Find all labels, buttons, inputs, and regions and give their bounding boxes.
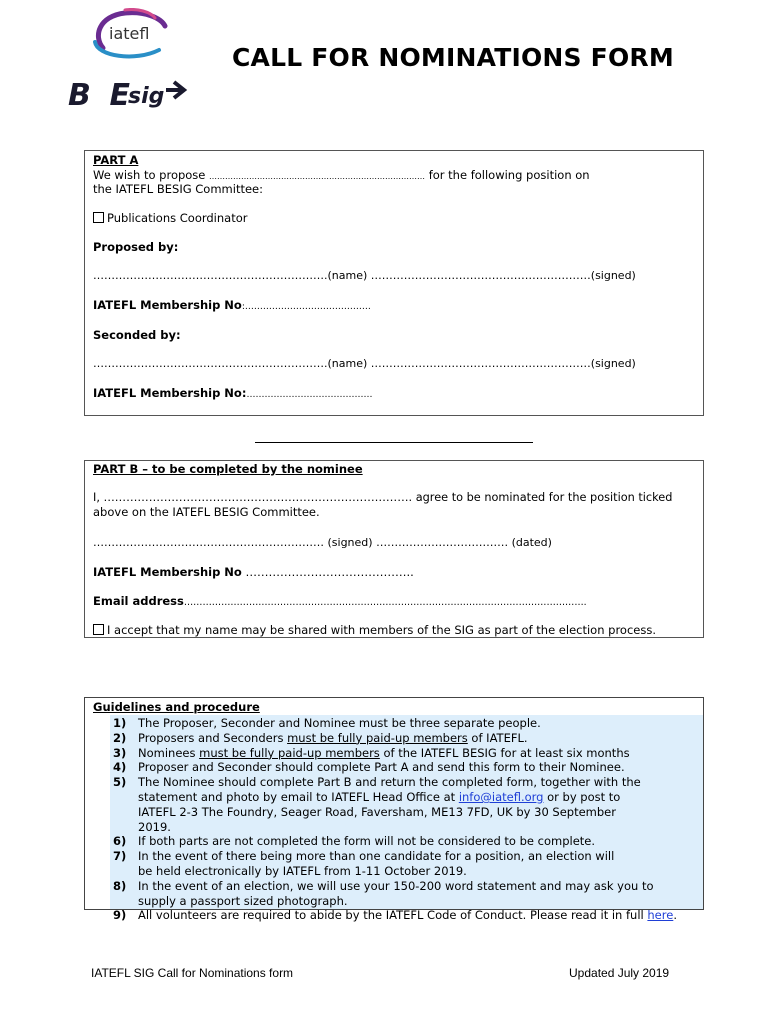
item-number: 4) <box>113 760 127 775</box>
part-b-box <box>84 460 704 638</box>
svg-text:sig: sig <box>128 84 165 109</box>
seconder-name-signature[interactable]: ……………………………………………………….(name) ……………………………………………………(signed) <box>93 357 636 370</box>
email-link[interactable]: info@iatefl.org <box>458 789 544 804</box>
item-text: If both parts are not completed the form will not be considered to be complete. <box>138 834 596 849</box>
item-underlined: must be fully paid-up members <box>199 745 380 760</box>
consent-label: I accept that my name may be shared with members of the SIG as part of the election process. <box>107 623 657 637</box>
nominee-agree-line[interactable]: I, ………………………………………………………………………. agree to be nominated for the position ticked <box>93 491 673 504</box>
position-checkbox[interactable] <box>93 212 104 223</box>
guideline-item <box>85 746 705 761</box>
item-text: In the event of there being more than one candidate for a position, an election will be held electronically by IATEFL from 1-11 October 2019. <box>138 849 615 878</box>
guideline-item <box>85 716 705 731</box>
footer-left: IATEFL SIG Call for Nominations form <box>91 966 294 980</box>
proposed-name-field[interactable]: ……………………………………………………………………… <box>209 172 426 181</box>
membership-label: IATEFL Membership No: <box>93 386 247 400</box>
proposed-by-label: Proposed by: <box>93 240 179 254</box>
item-number: 3) <box>113 745 127 760</box>
guideline-item <box>85 775 705 834</box>
part-a-heading: PART A <box>93 153 139 167</box>
item-number: 8) <box>113 878 127 893</box>
seconder-membership <box>93 386 372 402</box>
position-label: Publications Coordinator <box>107 211 248 225</box>
propose-text-2: for the following position on <box>425 168 590 182</box>
item-number: 1) <box>113 716 127 730</box>
email-label: Email address <box>93 594 184 608</box>
guideline-item <box>85 908 705 923</box>
item-text: The Nominee should complete Part B and return the completed form, together with the statement and photo by email to IATEFL Head Office at <box>138 775 641 804</box>
guideline-item <box>85 879 705 909</box>
svg-text:iatefl: iatefl <box>109 24 150 43</box>
nominee-membership <box>93 565 414 579</box>
item-number: 9) <box>113 908 127 923</box>
guidelines-box <box>84 697 704 923</box>
position-option <box>93 211 248 225</box>
item-text: The Proposer, Seconder and Nominee must be three separate people. <box>138 716 541 730</box>
item-underlined: must be fully paid-up members <box>287 730 468 745</box>
item-text: Proposers and Seconders <box>138 730 288 745</box>
item-text: All volunteers are required to abide by the IATEFL Code of Conduct. Please read it in full <box>138 908 648 923</box>
membership-field[interactable]: :…………………………………… <box>241 302 371 312</box>
membership-label: IATEFL Membership No <box>93 565 242 579</box>
seconded-by-label: Seconded by: <box>93 328 181 342</box>
iatefl-logo <box>85 8 175 60</box>
item-number: 6) <box>113 834 127 849</box>
code-of-conduct-link[interactable]: here <box>647 908 674 923</box>
besig-logo <box>68 72 193 112</box>
email-field[interactable]: …………………………………………………………………………………………………………………. <box>183 597 587 608</box>
item-text: Proposer and Seconder should complete Part A and send this form to their Nominee. <box>138 760 625 775</box>
nominee-signed-dated[interactable]: ……………………………………………………… (signed) ……………………………… (dated) <box>93 536 552 549</box>
item-text: Nominees <box>138 745 200 760</box>
guidelines-heading: Guidelines and procedure <box>93 700 260 714</box>
item-text: of IATEFL. <box>467 730 528 745</box>
membership-field[interactable]: …………………………………… <box>246 390 373 400</box>
item-text: of the IATEFL BESIG for at least six months <box>379 745 630 760</box>
item-number: 2) <box>113 730 127 745</box>
part-a-box <box>84 150 704 416</box>
consent-option <box>93 623 656 637</box>
item-text: . <box>673 908 677 923</box>
proposer-name-signature[interactable]: ……………………………………………………….(name) ……………………………………………………(signed) <box>93 269 636 282</box>
guideline-item <box>85 731 705 746</box>
guidelines-list <box>85 716 705 923</box>
item-text: In the event of an election, we will use your 150-200 word statement and may ask you to supply a passport sized photograph. <box>138 878 654 908</box>
svg-text:BE: BE <box>68 78 130 112</box>
nominee-email <box>93 594 587 610</box>
proposer-membership <box>93 298 371 314</box>
membership-field[interactable]: …………………………………….. <box>241 565 414 579</box>
guideline-item <box>85 849 705 879</box>
item-number: 7) <box>113 849 127 864</box>
consent-checkbox[interactable] <box>93 624 104 635</box>
footer-right: Updated July 2019 <box>569 966 670 980</box>
propose-text: We wish to propose <box>93 168 210 182</box>
item-number: 5) <box>113 775 127 790</box>
membership-label: IATEFL Membership No <box>93 298 242 312</box>
guideline-item <box>85 760 705 775</box>
page-title: CALL FOR NOMINATIONS FORM <box>232 43 674 72</box>
committee-line: the IATEFL BESIG Committee: <box>93 182 263 196</box>
item-text: or by post to IATEFL 2-3 The Foundry, Seager Road, Faversham, ME13 7FD, UK by 30 September 2019. <box>138 789 621 834</box>
guideline-item <box>85 834 705 849</box>
part-b-heading: PART B – to be completed by the nominee <box>93 462 363 476</box>
nominee-committee-line: above on the IATEFL BESIG Committee. <box>93 505 320 519</box>
section-divider <box>255 442 533 443</box>
